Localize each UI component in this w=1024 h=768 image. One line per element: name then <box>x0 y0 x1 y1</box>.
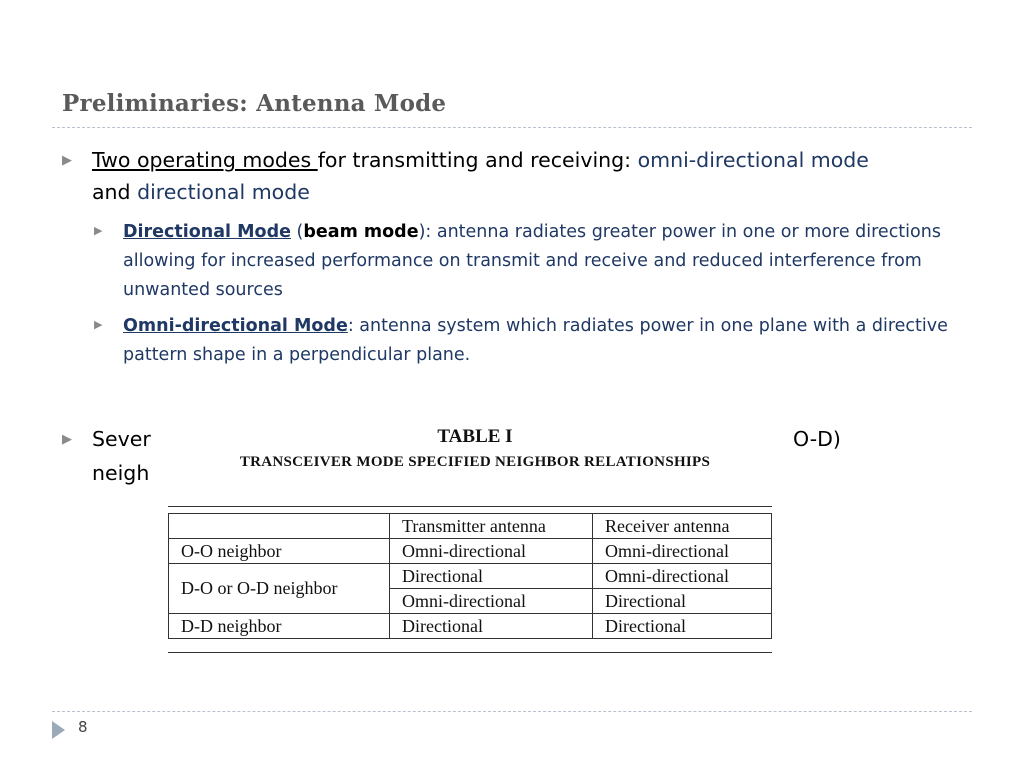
directional-mode-text: directional mode <box>137 180 310 204</box>
triangle-bullet-icon: ▶ <box>62 432 72 447</box>
directional-mode-term: Directional Mode <box>123 222 291 242</box>
table-cell: Omni-directional <box>593 539 772 564</box>
directional-mode-description: antenna radiates greater power in one or more directions allowing for increased performance on transmit and receive and reduced interference from unwanted sources <box>123 222 941 300</box>
table-cell: D-D neighbor <box>169 614 390 639</box>
table-subtitle: TRANSCEIVER MODE SPECIFIED NEIGHBOR RELATIONSHIPS <box>239 454 711 470</box>
colon: : <box>347 316 360 336</box>
triangle-bullet-icon: ▶ <box>94 318 103 331</box>
omni-mode-term: Omni-directional Mode <box>123 316 348 336</box>
table-row <box>169 614 772 639</box>
bullet-text: for transmitting and receiving: <box>317 148 638 172</box>
sub-bullet-directional-mode <box>123 218 973 305</box>
footer-divider <box>52 711 972 712</box>
sub-bullet-omni-mode <box>123 312 973 370</box>
table-cell: Omni-directional <box>390 539 593 564</box>
table-cell: Omni-directional <box>390 589 593 614</box>
neighbor-table-figure <box>160 420 790 660</box>
table-cell: Directional <box>390 564 593 589</box>
neighbor-relationships-table <box>168 513 772 639</box>
table-top-rule <box>168 506 772 507</box>
bullet-several-left-line2: neigh <box>92 461 150 485</box>
table-row <box>169 539 772 564</box>
beam-mode-term: beam mode <box>303 222 419 242</box>
table-cell: Omni-directional <box>593 564 772 589</box>
title-divider <box>52 127 972 128</box>
paren-open: ( <box>290 222 304 242</box>
omni-mode-text: omni-directional mode <box>637 148 869 172</box>
page-number: 8 <box>78 718 88 736</box>
table-header-cell: Transmitter antenna <box>390 514 593 539</box>
table-bottom-rule <box>168 652 772 653</box>
table-cell: Directional <box>593 589 772 614</box>
table-caption: TABLE I <box>437 426 513 447</box>
bullet-several-right-line1: O-D) <box>793 427 841 451</box>
table-cell: D-O or O-D neighbor <box>169 564 390 614</box>
triangle-bullet-icon: ▶ <box>94 224 103 237</box>
play-triangle-icon <box>52 721 65 739</box>
triangle-bullet-icon: ▶ <box>62 153 72 168</box>
slide-title: Preliminaries: Antenna Mode <box>62 90 447 117</box>
bullet-operating-modes <box>92 144 972 208</box>
table-cell: Directional <box>390 614 593 639</box>
paren-close: ): <box>418 222 437 242</box>
table-header-cell <box>169 514 390 539</box>
table-cell: Directional <box>593 614 772 639</box>
bullet-text-and: and <box>92 180 138 204</box>
table-row <box>169 564 772 589</box>
bullet-several-left-line1: Sever <box>92 427 151 451</box>
omni-mode-description: antenna system which radiates power in one plane with a directive pattern shape in a perpendicular plane. <box>123 316 948 365</box>
bullet-underlined-phrase: Two operating modes <box>92 148 318 172</box>
table-header-cell: Receiver antenna <box>593 514 772 539</box>
table-header-row <box>169 514 772 539</box>
table-cell: O-O neighbor <box>169 539 390 564</box>
